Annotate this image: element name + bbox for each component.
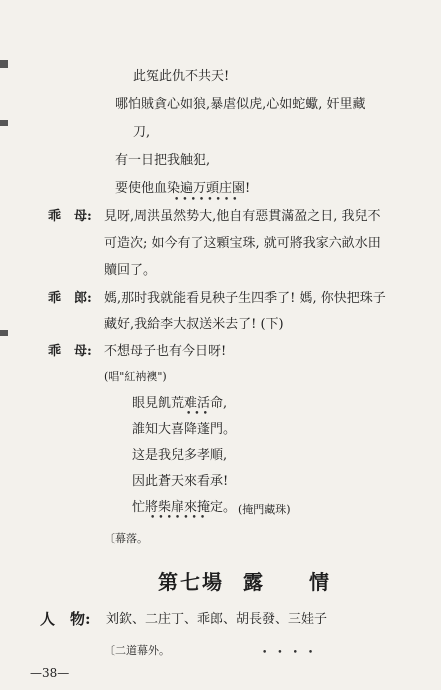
emphasis-dots: ••• — [186, 409, 211, 419]
dialogue-line: 贖回了。 — [104, 263, 157, 278]
curtain-note: 〔幕落。 — [104, 532, 148, 545]
scene-name: 露 情 — [242, 570, 331, 594]
song-line: 忙將柴扉來掩定。 — [132, 500, 237, 515]
speaker-label: 乖 母: — [48, 344, 92, 359]
emphasis-dots: ••••••• — [150, 513, 209, 523]
margin-mark — [0, 330, 8, 336]
stage-direction: (掩門藏珠) — [238, 503, 291, 516]
margin-mark — [0, 60, 8, 68]
verse-line: 刀, — [133, 125, 151, 140]
song-line: 眼見飢荒难活命, — [132, 396, 228, 411]
characters-list: 刘欽、二庄丁、乖郎、胡長發、三娃子 — [106, 612, 328, 627]
page-number: —38— — [30, 666, 70, 680]
emphasis-dots: •••••••• — [174, 195, 241, 205]
dialogue-line: 藏好,我給李大叔送米去了! (下) — [104, 317, 284, 332]
scene-title — [158, 566, 331, 595]
song-line: 誰知大喜降蓬門。 — [132, 422, 237, 437]
characters-label: 人 物: — [40, 610, 91, 628]
dialogue-line: 不想母子也有今日呀! — [104, 344, 227, 359]
scene-number: 第七場 — [158, 570, 224, 594]
speaker-label: 乖 郎: — [48, 291, 92, 306]
verse-line: 有一日把我触犯, — [115, 153, 211, 168]
speaker-label: 乖 母: — [48, 209, 92, 224]
verse-line: 哪怕賊貪心如狼,暴虐似虎,心如蛇蠍, 奸里藏 — [115, 97, 366, 112]
margin-mark — [0, 120, 8, 126]
emphasis-dots: •••• — [262, 648, 324, 658]
verse-line: 要使他血染遍万頭庄園! — [115, 181, 251, 196]
song-line: 因此蒼天來看承! — [132, 474, 229, 489]
dialogue-line: 媽,那时我就能看見秧子生四季了! 媽, 你快把珠子 — [104, 291, 386, 306]
stage-note: 〔二道幕外。 — [104, 644, 170, 657]
dialogue-line: 見呀,周洪虽然势大,他自有惡貫滿盈之日, 我兒不 — [104, 209, 381, 224]
song-line: 这是我兒多孝順, — [132, 448, 228, 463]
verse-line: 此冤此仇不共天! — [133, 69, 230, 84]
song-intro: (唱"紅衲襖") — [104, 370, 167, 383]
dialogue-line: 可造次; 如今有了这顆宝珠, 就可將我家六畝水田 — [104, 236, 381, 251]
